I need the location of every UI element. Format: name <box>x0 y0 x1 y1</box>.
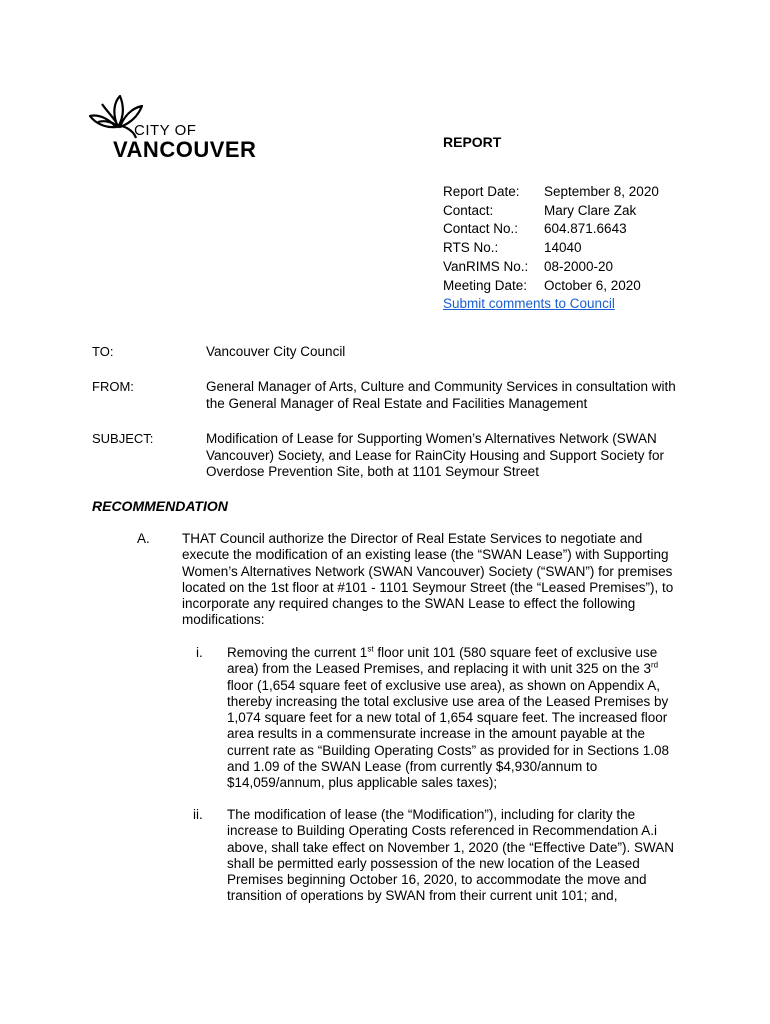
city-logo <box>88 92 268 162</box>
submit-comments-link[interactable]: Submit comments to Council <box>443 296 615 312</box>
meta-value: September 8, 2020 <box>544 184 659 199</box>
sub-i-text-part: Removing the current 1 <box>227 645 368 660</box>
superscript: st <box>367 644 374 654</box>
superscript: rd <box>651 660 659 670</box>
sub-item-i-text <box>227 645 687 792</box>
logo-city-of: CITY OF <box>134 122 197 139</box>
item-a-letter: A. <box>137 531 150 546</box>
to-value: Vancouver City Council <box>206 344 346 359</box>
meta-value: 14040 <box>544 240 582 256</box>
sub-item-ii-text: The modification of lease (the “Modification”), including for clarity the increase to Building Operating Costs referenced in Recommendation A.i above, shall take effect on November 1, 2020 (the “Effective Date”). SWAN shall be permitted early possession of the new location of the Leased Premises beginning October 16, 2020, to accommodate the move and transition of operations by SWAN from their current unit 101; and, <box>227 807 674 904</box>
from-value: General Manager of Arts, Culture and Community Services in consultation with the General Manager of Real Estate and Facilities Management <box>206 379 676 411</box>
sub-i-text-part: floor unit 101 (580 square feet of exclusive use area) from the Leased Premises, and replacing it with unit 325 on the 3 <box>227 645 658 677</box>
meta-value: Mary Clare Zak <box>544 202 637 218</box>
item-a-text: THAT Council authorize the Director of Real Estate Services to negotiate and execute the modification of an existing lease (the “SWAN Lease”) with Supporting Women’s Alternatives Network (SWAN Vancouver) Society (“SWAN”) for premises located on the 1st floor at #101 - 1101 Seymour Street (the “Leased Premises”), to incorporate any required changes to the SWAN Lease to effect the following modifications: <box>182 531 674 628</box>
meta-row-report-date <box>443 183 659 202</box>
meta-row-rts-no <box>443 239 659 258</box>
meta-value: 08-2000-20 <box>544 258 614 274</box>
from-label: FROM: <box>92 379 134 394</box>
meta-label: Report Date: <box>443 184 520 199</box>
report-meta <box>443 183 659 314</box>
meta-value: October 6, 2020 <box>544 277 641 293</box>
sub-item-ii-numeral: ii. <box>193 807 203 822</box>
sub-item-i-numeral: i. <box>196 645 203 660</box>
to-label: TO: <box>92 344 114 359</box>
meta-row-contact-no <box>443 220 659 239</box>
meta-label: VanRIMS No.: <box>443 258 529 274</box>
meta-value: 604.871.6643 <box>544 221 627 237</box>
sub-i-text-part: floor (1,654 square feet of exclusive use area), as shown on Appendix A, thereby increasing the total exclusive use area of the Leased Premises by 1,074 square feet for a new total of 1,654 square feet. The increased floor area results in a commensurate increase in the amount payable at the current rate as “Building Operating Costs” as provided for in Sections 1.08 and 1.09 of the SWAN Lease (from currently $4,930/annum to $14,059/annum, plus applicable sales taxes); <box>227 677 669 791</box>
meta-row-meeting-date <box>443 277 659 296</box>
meta-label: Contact No.: <box>443 221 519 237</box>
meta-row-contact <box>443 202 659 221</box>
subject-value: Modification of Lease for Supporting Women’s Alternatives Network (SWAN Vancouver) Society, and Lease for RainCity Housing and Support Society for Overdose Prevention Site, both at 1101 Seymour Street <box>206 431 664 479</box>
meta-label: Contact: <box>443 202 494 218</box>
meta-label: Meeting Date: <box>443 277 528 293</box>
meta-label: RTS No.: <box>443 240 499 256</box>
recommendation-heading: RECOMMENDATION <box>92 498 228 514</box>
meta-row-vanrims-no <box>443 258 659 277</box>
logo-vancouver: VANCOUVER <box>113 137 257 162</box>
report-title: REPORT <box>443 134 502 150</box>
subject-label: SUBJECT: <box>92 431 154 446</box>
